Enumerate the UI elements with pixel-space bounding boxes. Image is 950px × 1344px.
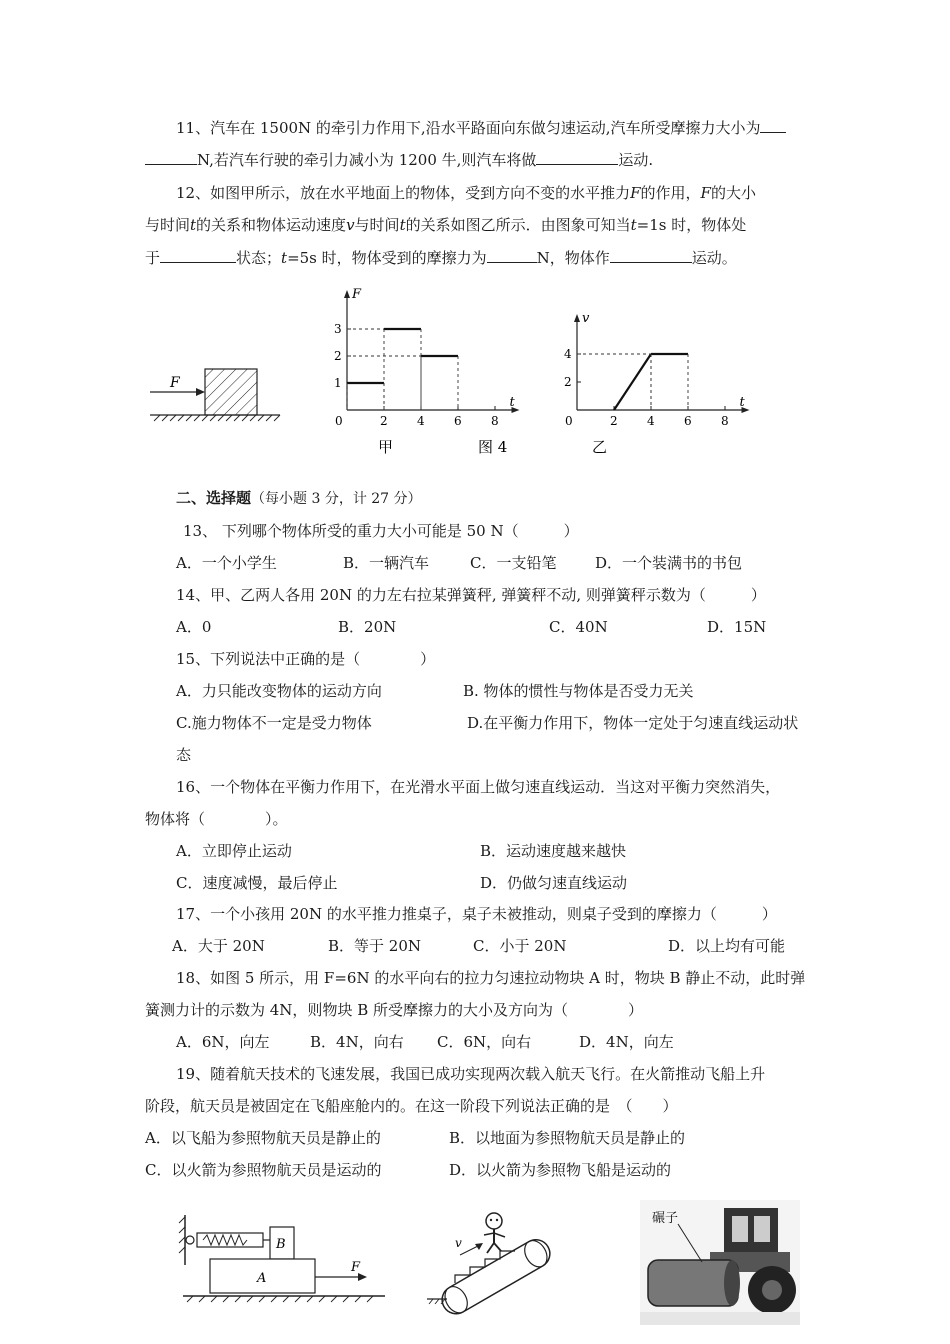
q13-option-c: C．一支铅笔 <box>470 554 557 572</box>
q12-text2b: 的关系和物体运动速度 <box>196 216 347 234</box>
chart-jia-f-vs-t <box>334 287 520 428</box>
q12-line2 <box>145 215 746 235</box>
q19-option-a: A．以飞船为参照物航天员是静止的 <box>145 1129 381 1147</box>
q12-text2a: 与时间 <box>145 216 191 234</box>
section2-heading <box>176 488 422 509</box>
yi-y-arrow <box>574 314 580 322</box>
velocity-label: v <box>455 1236 462 1250</box>
q12-blank3 <box>610 248 692 263</box>
q14-stem: 14、甲、乙两人各用 20N 的力左右拉某弹簧秤, 弹簧秤不动, 则弹簧秤示数为（ ） <box>176 586 766 604</box>
q12-text3b: 状态； <box>236 249 282 267</box>
q12-var-t: t <box>190 216 197 234</box>
wall-hook <box>186 1236 194 1244</box>
q18-option-a: A．6N，向左 <box>176 1033 270 1051</box>
q12-text2d: 的关系如图乙所示．由图象可知当 <box>405 216 631 234</box>
q11-text2: N,若汽车行驶的牵引力减小为 1200 牛,则汽车将做 <box>197 151 537 169</box>
q12-var-v: v <box>346 216 355 234</box>
q13-stem: 13、 下列哪个物体所受的重力大小可能是 50 N（ ） <box>183 522 579 540</box>
q12-line1 <box>176 183 756 203</box>
q12-var-t4: t <box>281 249 288 267</box>
q11-blank2 <box>536 150 618 165</box>
ground-hatch <box>154 415 280 421</box>
q16-option-d: D．仍做匀速直线运动 <box>480 874 628 892</box>
q15-option-b: B. 物体的惯性与物体是否受力无关 <box>463 682 694 700</box>
person-head <box>486 1213 502 1229</box>
q16-option-c: C．速度减慢，最后停止 <box>176 874 338 892</box>
q17-option-c: C．小于 20N <box>473 937 567 955</box>
q12-var-t2: t <box>399 216 406 234</box>
q12-var-f2: F <box>700 184 711 202</box>
q15-option-d-wrap: 态 <box>176 746 192 764</box>
q15-stem: 15、下列说法中正确的是（ ） <box>176 650 436 668</box>
q12-text3c: =5s 时，物体受到的摩擦力为 <box>287 249 487 267</box>
q12-text1c: 的大小 <box>710 184 756 202</box>
q12-blank2 <box>487 248 537 263</box>
q12-var-f: F <box>630 184 641 202</box>
q12-text1a: 12、如图甲所示，放在水平地面上的物体，受到方向不变的水平推力 <box>176 184 631 202</box>
jia-xtick-label-4: 4 <box>417 414 425 428</box>
q14-option-a: A．0 <box>176 618 212 636</box>
q11-blank1a <box>760 118 786 133</box>
q12-text2c: 与时间 <box>354 216 400 234</box>
floor-hatch <box>187 1296 373 1302</box>
yi-xtick-label-4: 4 <box>647 414 655 428</box>
q19-option-c: C．以火箭为参照物航天员是运动的 <box>145 1161 382 1179</box>
figure-escalator <box>425 1205 565 1315</box>
q16-option-b: B．运动速度越来越快 <box>480 842 627 860</box>
jia-y-title: F <box>352 287 362 302</box>
yi-xtick-label-8: 8 <box>721 414 729 428</box>
q18-option-d: D．4N，向左 <box>579 1033 674 1051</box>
rear-wheel-hub <box>762 1280 782 1300</box>
q19-line2: 阶段，航天员是被固定在飞船座舱内的。在这一阶段下列说法正确的是 （ ） <box>145 1097 678 1115</box>
q12-blank1 <box>160 248 236 263</box>
q18-option-c: C．6N，向右 <box>437 1033 532 1051</box>
jia-xtick-label-6: 6 <box>454 414 462 428</box>
yi-y-title: v <box>582 311 590 326</box>
q16-option-a: A．立即停止运动 <box>176 842 292 860</box>
q17-stem: 17、一个小孩用 20N 的水平推力推桌子，桌子未被推动，则桌子受到的摩擦力（ ） <box>176 905 777 923</box>
jia-ytick-label-1: 1 <box>334 376 342 390</box>
q19-option-b: B．以地面为参照物航天员是静止的 <box>449 1129 686 1147</box>
label-figure-4: 图 4 <box>478 438 508 456</box>
q11-line1 <box>176 118 786 138</box>
q13-option-d: D．一个装满书的书包 <box>595 554 743 572</box>
q12-text3d: N，物体作 <box>536 249 610 267</box>
cab-window-left <box>732 1216 748 1242</box>
q14-option-b: B．20N <box>338 618 397 636</box>
force-arrow-head <box>196 388 205 396</box>
q16-line1: 16、一个物体在平衡力作用下，在光滑水平面上做匀速直线运动．当这对平衡力突然消失， <box>176 778 781 796</box>
person-eye-right <box>496 1219 498 1221</box>
jia-ytick-label-3: 3 <box>334 322 342 336</box>
wall-hatch <box>179 1217 185 1253</box>
section2-note: （每小题 3 分，计 27 分） <box>251 491 422 507</box>
force-label: F <box>170 375 180 391</box>
yi-x-title: t <box>739 395 745 410</box>
person-legs <box>487 1243 501 1253</box>
yi-xtick-label-2: 2 <box>610 414 618 428</box>
cab-window-right <box>754 1216 770 1242</box>
chart-yi-v-vs-t <box>564 311 750 428</box>
pull-force-label: F <box>351 1260 361 1275</box>
jia-x-title: t <box>509 395 515 410</box>
q19-line1: 19、随着航天技术的飞速发展，我国已成功实现两次载入航天飞行。在火箭推动飞船上升 <box>176 1065 766 1083</box>
q12-text1b: 的作用， <box>640 184 701 202</box>
q12-line3 <box>145 248 737 268</box>
jia-ytick-label-2: 2 <box>334 349 342 363</box>
roller-label: 碾子 <box>652 1211 679 1226</box>
q15-option-d: D.在平衡力作用下，物体一定处于匀速直线运动状 <box>467 714 799 732</box>
jia-xtick-label-8: 8 <box>491 414 499 428</box>
q13-option-b: B．一辆汽车 <box>343 554 430 572</box>
q14-option-c: C．40N <box>549 618 608 636</box>
q11-text3: 运动. <box>618 151 654 169</box>
q14-option-d: D．15N <box>707 618 767 636</box>
q11-line2 <box>145 150 653 170</box>
q18-option-b: B．4N，向右 <box>310 1033 404 1051</box>
pushed-block-diagram <box>150 369 280 421</box>
section2-title: 二、选择题 <box>176 489 252 507</box>
q17-option-a: A．大于 20N <box>172 937 265 955</box>
yi-segment-1 <box>614 354 651 410</box>
person-eye-left <box>490 1219 492 1221</box>
yi-ytick-label-2: 2 <box>564 375 572 389</box>
yi-xtick-label-6: 6 <box>684 414 692 428</box>
q18-line2: 簧测力计的示数为 4N，则物块 B 所受摩擦力的大小及方向为（ ） <box>145 1001 643 1019</box>
q15-option-c: C.施力物体不一定是受力物体 <box>176 714 372 732</box>
q15-option-a: A．力只能改变物体的运动方向 <box>176 682 382 700</box>
block-a-label: A <box>257 1271 267 1286</box>
q17-option-d: D．以上均有可能 <box>668 937 786 955</box>
figure-4 <box>140 287 780 465</box>
block-b-label: B <box>276 1237 286 1252</box>
hatched-block <box>205 369 257 415</box>
jia-xtick-label-2: 2 <box>380 414 388 428</box>
figure-5-blocks <box>175 1205 390 1310</box>
label-jia: 甲 <box>378 438 394 456</box>
yi-xtick-label-0: 0 <box>565 414 573 428</box>
drum-end <box>724 1260 740 1306</box>
jia-y-arrow <box>344 290 350 298</box>
jia-xtick-label-0: 0 <box>335 414 343 428</box>
q13-option-a: A．一个小学生 <box>176 554 277 572</box>
photo-ground <box>640 1312 800 1325</box>
q18-line1: 18、如图 5 所示，用 F=6N 的水平向右的拉力匀速拉动物块 A 时，物块 B 静止不动，此时弹 <box>176 969 806 987</box>
q12-var-t3: t <box>630 216 637 234</box>
yi-ytick-label-4: 4 <box>564 347 572 361</box>
q17-option-b: B．等于 20N <box>328 937 422 955</box>
q11-text: 11、汽车在 1500N 的牵引力作用下,沿水平路面向东做匀速运动,汽车所受摩擦力大小为 <box>176 119 761 137</box>
q16-line2: 物体将（ ）。 <box>145 810 288 828</box>
q11-blank1b <box>145 150 197 165</box>
q12-text3e: 运动。 <box>691 249 737 267</box>
q12-text2e: =1s 时，物体处 <box>636 216 747 234</box>
label-yi: 乙 <box>592 438 608 456</box>
q19-option-d: D．以火箭为参照物飞船是运动的 <box>449 1161 672 1179</box>
q12-text3a: 于 <box>145 249 161 267</box>
figure-road-roller <box>640 1200 800 1325</box>
